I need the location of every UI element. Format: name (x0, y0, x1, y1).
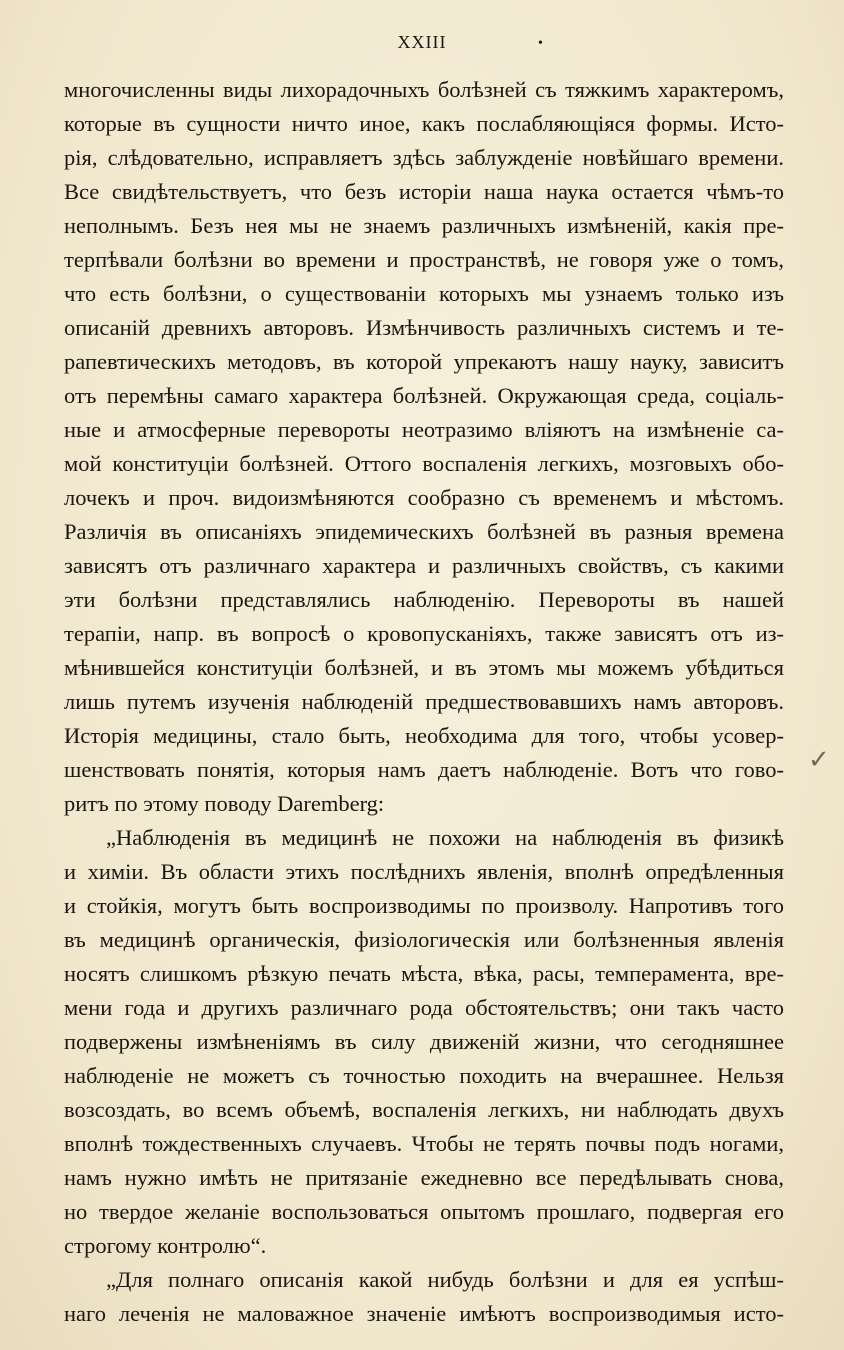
text-line: ные и атмосферные перевороты неотразимо вліяютъ на измѣненіе са- (64, 417, 784, 442)
text-line: описаній древнихъ авторовъ. Измѣнчивость различныхъ системъ и те- (64, 315, 784, 340)
text-line: терапіи, напр. въ вопросѣ о кровопусканіяхъ, также зависятъ отъ из- (64, 621, 784, 646)
printer-mark: • (538, 36, 543, 51)
text-line: лишь путемъ изученія наблюденій предшествовавшихъ намъ авторовъ. (64, 689, 784, 714)
text-line: многочисленны виды лихорадочныхъ болѣзней съ тяжкимъ характеромъ, (64, 77, 784, 102)
text-line: но твердое желаніе воспользоваться опытомъ прошлаго, подвергая его (64, 1199, 784, 1224)
text-line: „Наблюденія въ медицинѣ не похожи на наблюденія въ физикѣ (106, 825, 784, 850)
text-line: возсоздать, во всемъ объемѣ, воспаленія легкихъ, ни наблюдать двухъ (64, 1097, 784, 1122)
text-line: ритъ по этому поводу Daremberg: (64, 791, 385, 816)
text-line: вполнѣ тождественныхъ случаевъ. Чтобы не терять почвы подъ ногами, (64, 1131, 784, 1156)
text-line: мой конституціи болѣзней. Оттого воспаленія легкихъ, мозговыхъ обо- (64, 451, 784, 476)
text-line: эти болѣзни представлялись наблюденію. Перевороты въ нашей (64, 587, 784, 612)
text-line: неполнымъ. Безъ нея мы не знаемъ различныхъ измѣненій, какія пре- (64, 213, 784, 238)
text-line: строгому контролю“. (64, 1233, 267, 1258)
text-line: Исторія медицины, стало быть, необходима для того, чтобы усовер- (64, 723, 784, 748)
text-line: и стойкія, могутъ быть воспроизводимы по произволу. Напротивъ того (64, 893, 784, 918)
text-line: „Для полнаго описанія какой нибудь болѣзни и для ея успѣш- (106, 1267, 784, 1292)
text-line: рія, слѣдовательно, исправляетъ здѣсь заблужденіе новѣйшаго времени. (64, 145, 784, 170)
text-line: отъ перемѣны самаго характера болѣзней. Окружающая среда, соціаль- (64, 383, 784, 408)
text-line: носятъ слишкомъ рѣзкую печать мѣста, вѣка, расы, темперамента, вре- (64, 961, 784, 986)
text-line: которые въ сущности ничто иное, какъ послабляющіяся формы. Исто- (64, 111, 784, 136)
text-line: зависятъ отъ различнаго характера и различныхъ свойствъ, съ какими (64, 553, 784, 578)
text-line: и химіи. Въ области этихъ послѣднихъ явленія, вполнѣ опредѣленныя (64, 859, 784, 884)
text-line: Все свидѣтельствуетъ, что безъ исторіи наша наука остается чѣмъ-то (64, 179, 784, 204)
text-line: наго леченія не маловажное значеніе имѣютъ воспроизводимыя исто- (64, 1301, 784, 1326)
text-line: лочекъ и проч. видоизмѣняются сообразно съ временемъ и мѣстомъ. (64, 485, 784, 510)
text-line: что есть болѣзни, о существованіи которыхъ мы узнаемъ только изъ (64, 281, 784, 306)
text-line: терпѣвали болѣзни во времени и пространствѣ, не говоря уже о томъ, (64, 247, 784, 272)
text-line: рапевтическихъ методовъ, въ которой упрекаютъ нашу науку, зависитъ (64, 349, 784, 374)
page-number: XXIII (397, 32, 447, 52)
text-line: шенствовать понятія, которыя намъ даетъ наблюденіе. Вотъ что гово- (64, 757, 784, 782)
text-line: подвержены измѣненіямъ въ силу движеній жизни, что сегодняшнее (64, 1029, 784, 1054)
text-line: мѣнившейся конституціи болѣзней, и въ этомъ мы можемъ убѣдиться (64, 655, 784, 680)
text-line: мени года и другихъ различнаго рода обстоятельствъ; они такъ часто (64, 995, 784, 1020)
margin-checkmark-icon: ✓ (808, 745, 830, 774)
text-line: въ медицинѣ органическія, физіологическія или болѣзненныя явленія (64, 927, 784, 952)
text-line: Различія въ описаніяхъ эпидемическихъ болѣзней въ разныя времена (64, 519, 784, 544)
text-line: намъ нужно имѣть не притязаніе ежедневно все передѣлывать снова, (64, 1165, 784, 1190)
text-line: наблюденіе не можетъ съ точностью походить на вчерашнее. Нельзя (64, 1063, 784, 1088)
